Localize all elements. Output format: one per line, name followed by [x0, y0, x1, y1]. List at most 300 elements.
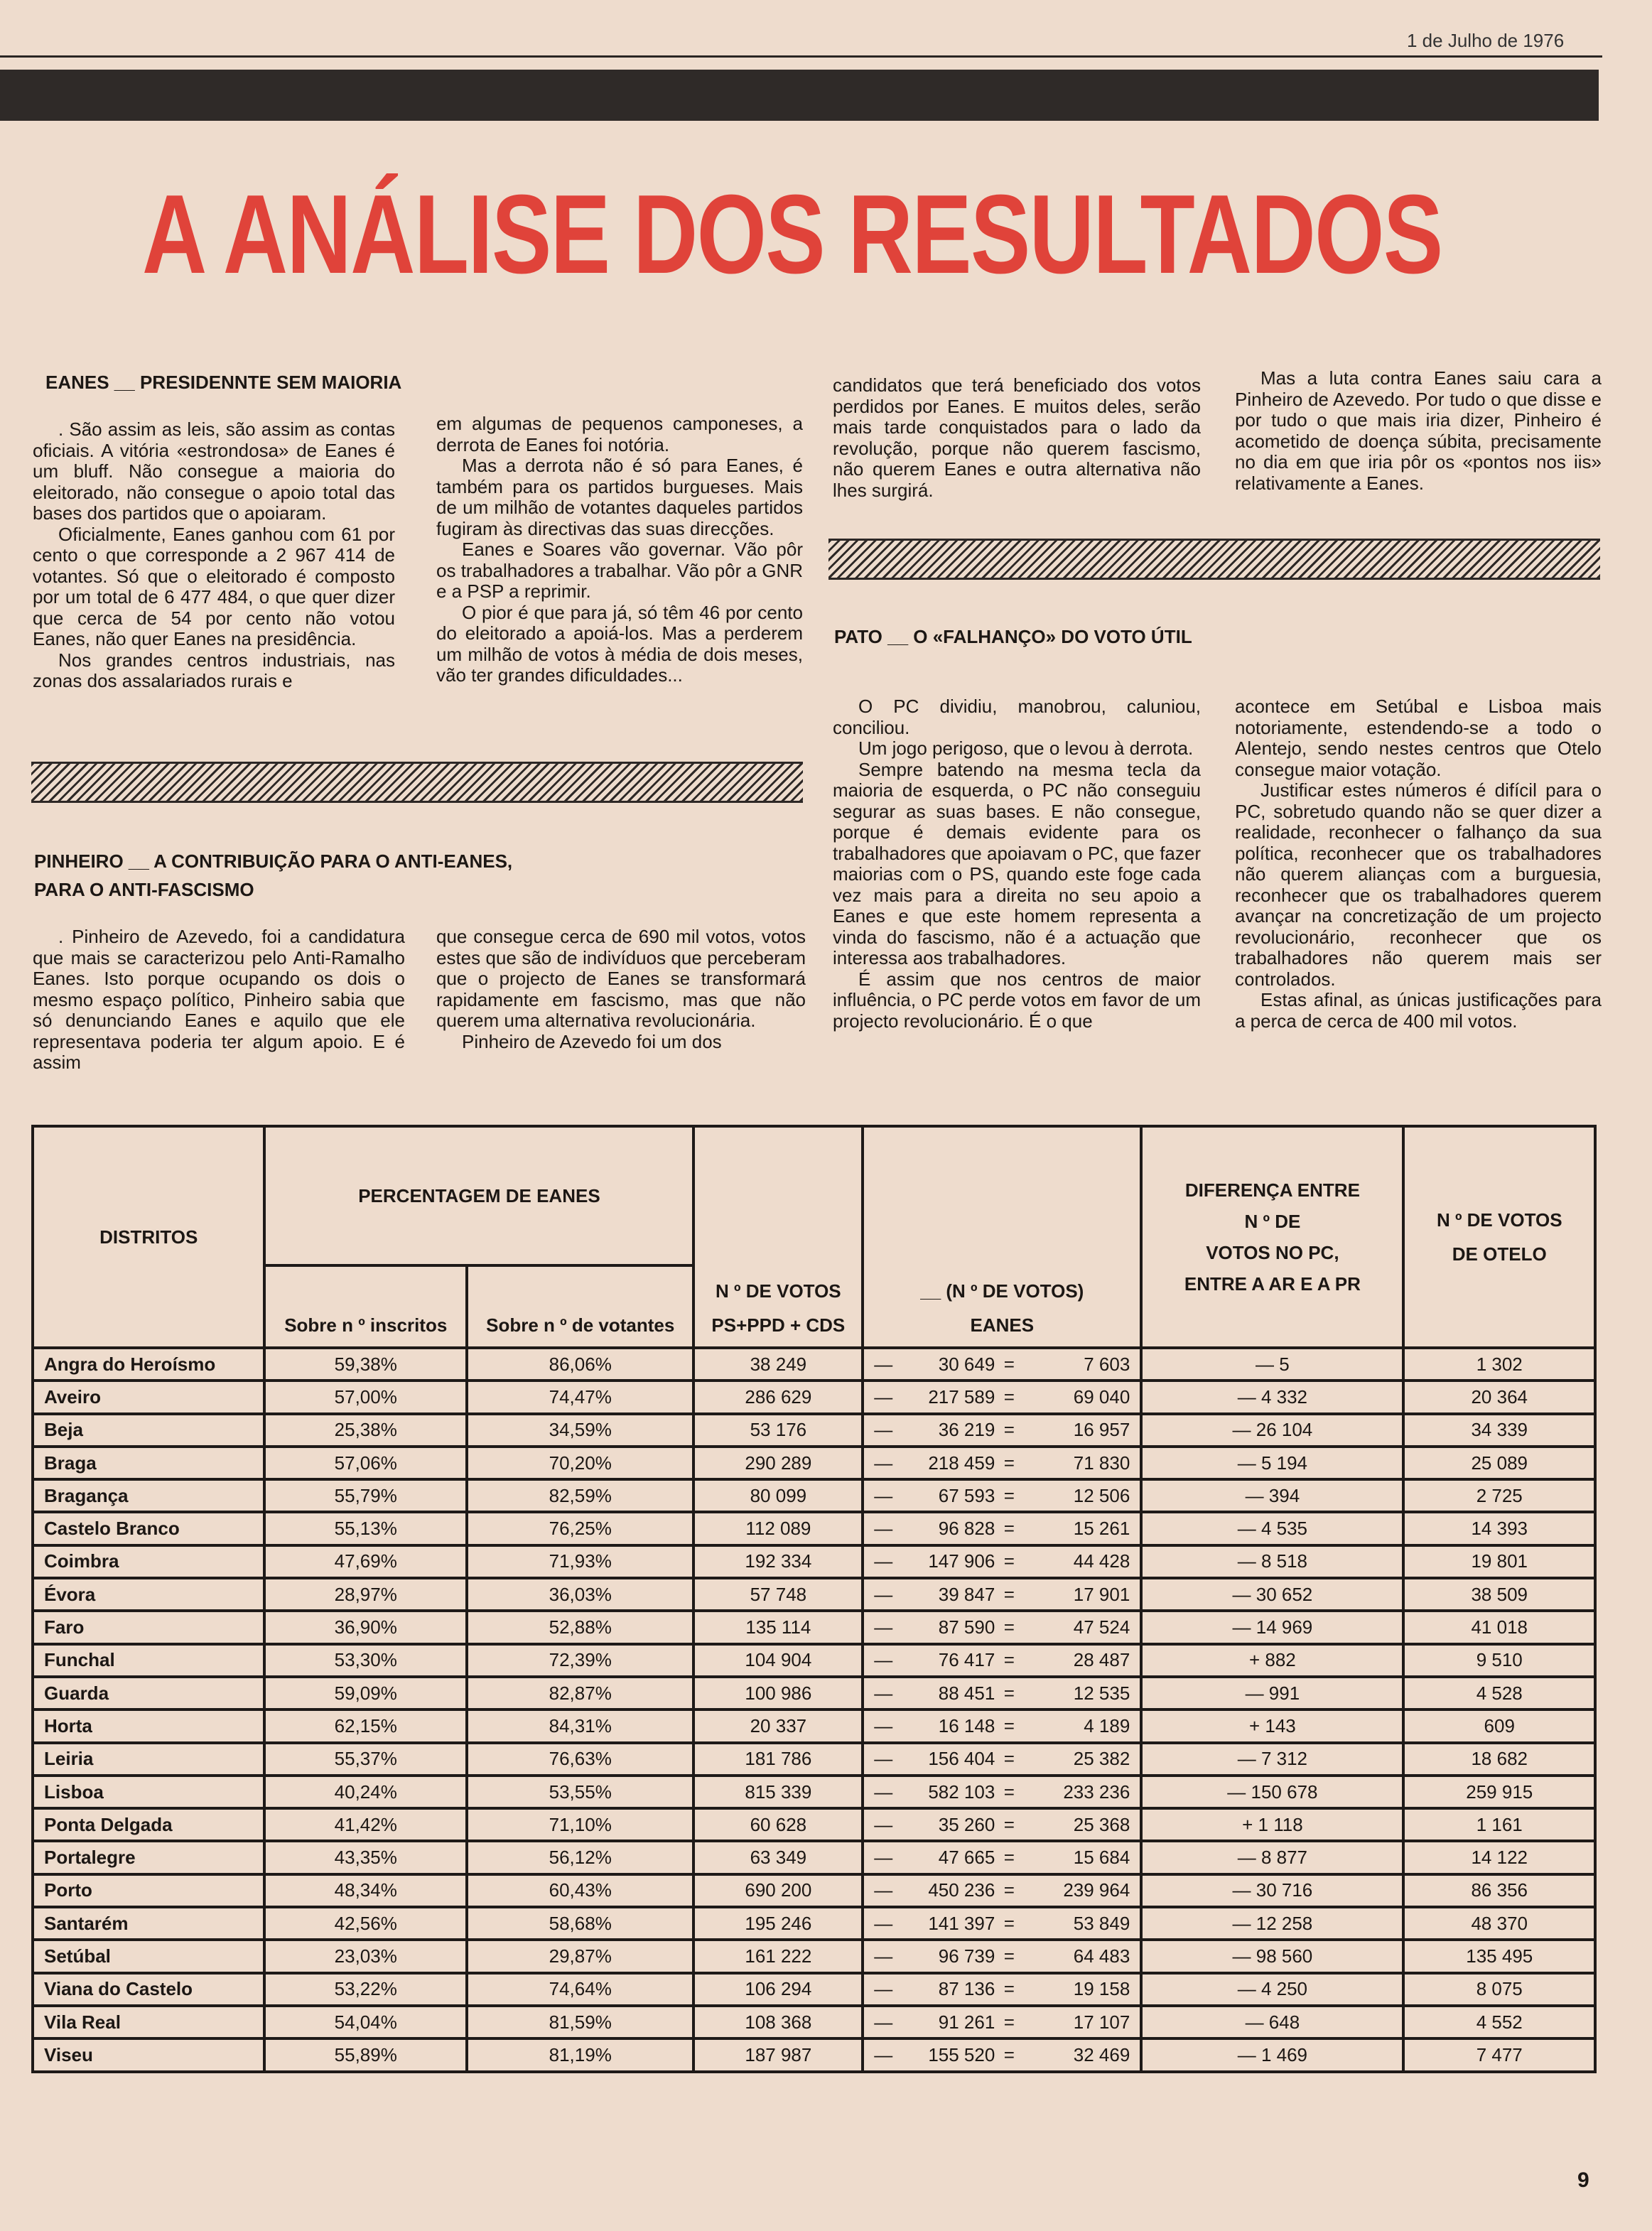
header-line: DE OTELO [1452, 1243, 1547, 1265]
cell-votos-otelo: 4 552 [1403, 2006, 1595, 2038]
cell-votos-otelo: 18 682 [1403, 1743, 1595, 1776]
eanes-votes: 12 506 [1073, 1484, 1130, 1506]
cell-votos-eanes [863, 1447, 1141, 1479]
cell-sobre-inscritos: 47,69% [264, 1545, 467, 1578]
table-row [33, 1874, 1595, 1907]
eanes-votes: 47 524 [1073, 1616, 1130, 1638]
eanes-column-2 [436, 414, 803, 686]
table-row [33, 1907, 1595, 1940]
table-row [33, 1973, 1595, 2006]
cell-votos-ps-ppd-cds: 60 628 [693, 1808, 863, 1841]
cell-distrito: Vila Real [33, 2006, 264, 2038]
cell-diferenca-pc: — 12 258 [1141, 1907, 1403, 1940]
equals-sign: = [1003, 1583, 1015, 1605]
section-heading-pato: PATO __ O «FALHANÇO» DO VOTO ÚTIL [834, 626, 1192, 647]
cell-distrito: Évora [33, 1578, 264, 1611]
minus-sign: — [874, 1518, 893, 1540]
minus-sign: — [874, 1484, 893, 1506]
header-diferenca-pc [1141, 1126, 1403, 1348]
cell-votos-ps-ppd-cds: 286 629 [693, 1381, 863, 1413]
eanes-votes: 64 483 [1073, 1945, 1130, 1967]
cell-votos-ps-ppd-cds: 106 294 [693, 1973, 863, 2006]
cell-votos-otelo: 20 364 [1403, 1381, 1595, 1413]
header-sobre-votantes: Sobre n º de votantes [467, 1265, 693, 1348]
paragraph: acontece em Setúbal e Lisboa mais notoriamente, estendendo-se a todo o Alentejo, sendo nestes centros que Otelo consegue maior votação. [1235, 696, 1602, 780]
paragraph: O PC dividiu, manobrou, caluniou, conciliou. [833, 696, 1201, 738]
cell-votos-eanes [863, 1709, 1141, 1742]
cell-votos-eanes [863, 1808, 1141, 1841]
header-line: DIFERENÇA ENTRE [1184, 1179, 1360, 1201]
header-line: ENTRE A AR E A PR [1184, 1273, 1361, 1295]
pato-column-1 [833, 696, 1201, 1032]
equals-sign: = [1003, 1978, 1015, 2000]
eanes-votes: 239 964 [1063, 1879, 1130, 1901]
minus-sign: — [874, 1714, 893, 1736]
table-row [33, 2006, 1595, 2038]
cell-votos-eanes [863, 1644, 1141, 1677]
eanes-votes: 16 957 [1073, 1419, 1130, 1441]
cell-distrito: Leiria [33, 1743, 264, 1776]
equals-sign: = [1003, 1550, 1015, 1572]
paragraph: É assim que nos centros de maior influência, o PC perde votos em favor de um projecto revolucionário. É o que [833, 968, 1201, 1032]
table-body [33, 1348, 1595, 2072]
subtracted-votes: 87 590 [938, 1616, 995, 1638]
minus-sign: — [874, 1583, 893, 1605]
table-row [33, 1578, 1595, 1611]
minus-sign: — [874, 1649, 893, 1671]
subtracted-votes: 141 397 [928, 1912, 995, 1934]
cell-distrito: Setúbal [33, 1940, 264, 1972]
cell-diferenca-pc: — 14 969 [1141, 1611, 1403, 1643]
header-percentagem: PERCENTAGEM DE EANES [264, 1126, 693, 1265]
cell-sobre-inscritos: 55,13% [264, 1512, 467, 1545]
cell-distrito: Guarda [33, 1677, 264, 1709]
cell-sobre-votantes: 84,31% [467, 1709, 693, 1742]
table-row [33, 1348, 1595, 1381]
cell-votos-otelo: 8 075 [1403, 1973, 1595, 2006]
table-row [33, 1381, 1595, 1413]
eanes-votes: 71 830 [1073, 1452, 1130, 1474]
cell-votos-eanes [863, 1479, 1141, 1512]
header-line: N º DE VOTOS [1436, 1209, 1562, 1231]
cell-votos-eanes [863, 1611, 1141, 1643]
equals-sign: = [1003, 1419, 1015, 1441]
equals-sign: = [1003, 1847, 1015, 1869]
cell-sobre-inscritos: 59,09% [264, 1677, 467, 1709]
subtracted-votes: 450 236 [928, 1879, 995, 1901]
cell-sobre-inscritos: 23,03% [264, 1940, 467, 1972]
page-headline: A ANÁLISE DOS RESULTADOS [142, 172, 1442, 297]
cell-votos-eanes [863, 2006, 1141, 2038]
cell-sobre-inscritos: 57,06% [264, 1447, 467, 1479]
cell-sobre-inscritos: 59,38% [264, 1348, 467, 1381]
cell-distrito: Portalegre [33, 1841, 264, 1874]
pinheiro-column-1 [33, 927, 405, 1074]
cell-distrito: Braga [33, 1447, 264, 1479]
cell-votos-ps-ppd-cds: 53 176 [693, 1414, 863, 1447]
results-table [31, 1125, 1597, 2073]
subtracted-votes: 30 649 [938, 1353, 995, 1375]
eanes-votes: 53 849 [1073, 1912, 1130, 1934]
cell-votos-ps-ppd-cds: 80 099 [693, 1479, 863, 1512]
eanes-votes: 15 261 [1073, 1518, 1130, 1540]
section-heading-eanes: EANES __ PRESIDENNTE SEM MAIORIA [45, 372, 402, 393]
cell-sobre-inscritos: 43,35% [264, 1841, 467, 1874]
minus-sign: — [874, 1847, 893, 1869]
subtracted-votes: 88 451 [938, 1682, 995, 1704]
cell-votos-eanes [863, 1743, 1141, 1776]
header-votos-eanes [863, 1126, 1141, 1348]
subtracted-votes: 76 417 [938, 1649, 995, 1671]
subtracted-votes: 96 828 [938, 1518, 995, 1540]
cell-sobre-votantes: 81,19% [467, 2038, 693, 2071]
cell-sobre-inscritos: 25,38% [264, 1414, 467, 1447]
cell-votos-ps-ppd-cds: 20 337 [693, 1709, 863, 1742]
table-row [33, 1808, 1595, 1841]
table-row [33, 1776, 1595, 1808]
eanes-votes: 19 158 [1073, 1978, 1130, 2000]
eanes-votes: 7 603 [1084, 1353, 1130, 1375]
cell-sobre-inscritos: 48,34% [264, 1874, 467, 1907]
subtracted-votes: 67 593 [938, 1484, 995, 1506]
equals-sign: = [1003, 1682, 1015, 1704]
subtracted-votes: 96 739 [938, 1945, 995, 1967]
cell-sobre-votantes: 52,88% [467, 1611, 693, 1643]
hatched-divider [828, 539, 1600, 580]
paragraph: em algumas de pequenos camponeses, a derrota de Eanes foi notória. [436, 413, 803, 455]
cell-votos-ps-ppd-cds: 187 987 [693, 2038, 863, 2071]
header-line: PS+PPD + CDS [711, 1314, 846, 1336]
cell-votos-otelo: 2 725 [1403, 1479, 1595, 1512]
header-line: __ (N º DE VOTOS) [920, 1280, 1084, 1302]
minus-sign: — [874, 1682, 893, 1704]
cell-diferenca-pc: — 648 [1141, 2006, 1403, 2038]
hatched-divider [31, 762, 803, 803]
cell-votos-otelo: 86 356 [1403, 1874, 1595, 1907]
cell-votos-ps-ppd-cds: 108 368 [693, 2006, 863, 2038]
header-line: EANES [970, 1314, 1035, 1336]
cell-votos-ps-ppd-cds: 112 089 [693, 1512, 863, 1545]
minus-sign: — [874, 1452, 893, 1474]
table-row [33, 1709, 1595, 1742]
cell-votos-eanes [863, 1907, 1141, 1940]
cell-sobre-votantes: 82,87% [467, 1677, 693, 1709]
cell-sobre-votantes: 74,47% [467, 1381, 693, 1413]
cell-distrito: Santarém [33, 1907, 264, 1940]
cell-diferenca-pc: + 143 [1141, 1709, 1403, 1742]
eanes-votes: 17 107 [1073, 2011, 1130, 2033]
cell-sobre-votantes: 74,64% [467, 1973, 693, 2006]
equals-sign: = [1003, 1879, 1015, 1901]
cell-sobre-votantes: 29,87% [467, 1940, 693, 1972]
subtracted-votes: 582 103 [928, 1781, 995, 1803]
page-number: 9 [1577, 2168, 1589, 2192]
header-line: N º DE VOTOS [716, 1280, 841, 1302]
paragraph: Nos grandes centros industriais, nas zonas dos assalariados rurais e [33, 649, 395, 691]
minus-sign: — [874, 1550, 893, 1572]
equals-sign: = [1003, 1813, 1015, 1835]
minus-sign: — [874, 1912, 893, 1934]
cell-votos-ps-ppd-cds: 690 200 [693, 1874, 863, 1907]
cell-sobre-votantes: 70,20% [467, 1447, 693, 1479]
cell-votos-eanes [863, 1578, 1141, 1611]
subtracted-votes: 147 906 [928, 1550, 995, 1572]
minus-sign: — [874, 2043, 893, 2065]
minus-sign: — [874, 1945, 893, 1967]
subtracted-votes: 155 520 [928, 2043, 995, 2065]
cell-distrito: Angra do Heroísmo [33, 1348, 264, 1381]
paragraph: candidatos que terá beneficiado dos votos perdidos por Eanes. E muitos deles, serão mais tarde conquistados para o lado da revolução, porque não querem fascismo, não querem Eanes e outra alternativa não lhes surgirá. [833, 374, 1201, 501]
cell-votos-ps-ppd-cds: 38 249 [693, 1348, 863, 1381]
equals-sign: = [1003, 1484, 1015, 1506]
cell-votos-eanes [863, 1940, 1141, 1972]
equals-sign: = [1003, 1912, 1015, 1934]
cell-sobre-inscritos: 55,79% [264, 1479, 467, 1512]
minus-sign: — [874, 1879, 893, 1901]
paragraph: Justificar estes números é difícil para o PC, sobretudo quando não se quer dizer a realidade, reconhecer o falhanço da sua política, reconhecer que os trabalhadores não querem alianças com a burguesia, reconhecer que os trabalhadores querem avançar na concretização de um projecto revolucionário, reconhecer que os trabalhadores não querem mais ser controlados. [1235, 779, 1602, 990]
top-rule [0, 55, 1602, 58]
equals-sign: = [1003, 1748, 1015, 1770]
cell-sobre-inscritos: 42,56% [264, 1907, 467, 1940]
cell-votos-ps-ppd-cds: 63 349 [693, 1841, 863, 1874]
eanes-votes: 25 368 [1073, 1813, 1130, 1835]
cell-diferenca-pc: — 5 194 [1141, 1447, 1403, 1479]
cell-sobre-inscritos: 53,30% [264, 1644, 467, 1677]
table-row [33, 1545, 1595, 1578]
subtracted-votes: 39 847 [938, 1583, 995, 1605]
header-sobre-inscritos: Sobre n º inscritos [264, 1265, 467, 1348]
cell-votos-otelo: 38 509 [1403, 1578, 1595, 1611]
header-band [0, 70, 1599, 121]
cell-votos-otelo: 4 528 [1403, 1677, 1595, 1709]
minus-sign: — [874, 1616, 893, 1638]
cell-votos-ps-ppd-cds: 104 904 [693, 1644, 863, 1677]
cell-sobre-inscritos: 28,97% [264, 1578, 467, 1611]
eanes-votes: 28 487 [1073, 1649, 1130, 1671]
cell-diferenca-pc: — 30 716 [1141, 1874, 1403, 1907]
cell-diferenca-pc: — 394 [1141, 1479, 1403, 1512]
cell-sobre-votantes: 86,06% [467, 1348, 693, 1381]
cell-sobre-votantes: 58,68% [467, 1907, 693, 1940]
cell-distrito: Lisboa [33, 1776, 264, 1808]
cell-distrito: Viseu [33, 2038, 264, 2071]
cell-votos-ps-ppd-cds: 192 334 [693, 1545, 863, 1578]
minus-sign: — [874, 1748, 893, 1770]
cell-diferenca-pc: — 98 560 [1141, 1940, 1403, 1972]
equals-sign: = [1003, 1616, 1015, 1638]
cell-sobre-inscritos: 57,00% [264, 1381, 467, 1413]
subtracted-votes: 36 219 [938, 1419, 995, 1441]
cell-votos-ps-ppd-cds: 57 748 [693, 1578, 863, 1611]
equals-sign: = [1003, 1385, 1015, 1408]
cell-votos-otelo: 34 339 [1403, 1414, 1595, 1447]
cell-distrito: Porto [33, 1874, 264, 1907]
table-row [33, 1414, 1595, 1447]
cell-votos-otelo: 9 510 [1403, 1644, 1595, 1677]
cell-sobre-votantes: 60,43% [467, 1874, 693, 1907]
cell-sobre-votantes: 36,03% [467, 1578, 693, 1611]
cell-sobre-inscritos: 40,24% [264, 1776, 467, 1808]
cell-diferenca-pc: — 5 [1141, 1348, 1403, 1381]
cell-votos-eanes [863, 1545, 1141, 1578]
cell-diferenca-pc: — 991 [1141, 1677, 1403, 1709]
eanes-votes: 17 901 [1073, 1583, 1130, 1605]
eanes-votes: 69 040 [1073, 1385, 1130, 1408]
cell-sobre-inscritos: 55,89% [264, 2038, 467, 2071]
cell-sobre-votantes: 71,93% [467, 1545, 693, 1578]
equals-sign: = [1003, 1452, 1015, 1474]
cell-votos-otelo: 1 161 [1403, 1808, 1595, 1841]
cell-votos-otelo: 259 915 [1403, 1776, 1595, 1808]
cell-votos-eanes [863, 1973, 1141, 2006]
paragraph: Mas a luta contra Eanes saiu cara a Pinheiro de Azevedo. Por tudo o que disse e por tudo o que mais iria dizer, Pinheiro é acometido de doença súbita, precisamente no dia em que iria pôr os «pontos nos iis» relativamente a Eanes. [1235, 367, 1602, 494]
table-row [33, 1512, 1595, 1545]
right-column-top-2 [1235, 368, 1602, 494]
paragraph: Estas afinal, as únicas justificações para a perca de cerca de 400 mil votos. [1235, 989, 1602, 1032]
cell-votos-otelo: 19 801 [1403, 1545, 1595, 1578]
cell-diferenca-pc: + 1 118 [1141, 1808, 1403, 1841]
cell-sobre-inscritos: 36,90% [264, 1611, 467, 1643]
paragraph: Um jogo perigoso, que o levou à derrota. [858, 738, 1194, 759]
subtracted-votes: 91 261 [938, 2011, 995, 2033]
pinheiro-column-2 [436, 927, 806, 1052]
table-row [33, 1743, 1595, 1776]
paragraph: Mas a derrota não é só para Eanes, é também para os partidos burgueses. Mais de um milhão de votantes daqueles partidos fugiram às directivas das suas direcções. [436, 455, 803, 539]
cell-votos-otelo: 25 089 [1403, 1447, 1595, 1479]
cell-sobre-inscritos: 53,22% [264, 1973, 467, 2006]
cell-distrito: Beja [33, 1414, 264, 1447]
cell-diferenca-pc: — 30 652 [1141, 1578, 1403, 1611]
header-line: VOTOS NO PC, [1206, 1242, 1339, 1263]
minus-sign: — [874, 1385, 893, 1408]
cell-votos-ps-ppd-cds: 181 786 [693, 1743, 863, 1776]
paragraph: Eanes e Soares vão governar. Vão pôr os trabalhadores a trabalhar. Vão pôr a GNR e a PSP a reprimir. [436, 539, 803, 602]
cell-votos-ps-ppd-cds: 161 222 [693, 1940, 863, 1972]
cell-diferenca-pc: — 8 518 [1141, 1545, 1403, 1578]
cell-diferenca-pc: — 150 678 [1141, 1776, 1403, 1808]
cell-diferenca-pc: — 26 104 [1141, 1414, 1403, 1447]
cell-sobre-votantes: 56,12% [467, 1841, 693, 1874]
subtracted-votes: 35 260 [938, 1813, 995, 1835]
cell-distrito: Castelo Branco [33, 1512, 264, 1545]
heading-line: PINHEIRO __ A CONTRIBUIÇÃO PARA O ANTI-EANES, [34, 850, 513, 872]
eanes-votes: 44 428 [1073, 1550, 1130, 1572]
equals-sign: = [1003, 1353, 1015, 1375]
minus-sign: — [874, 1813, 893, 1835]
table-row [33, 1940, 1595, 1972]
subtracted-votes: 16 148 [938, 1714, 995, 1736]
cell-sobre-votantes: 76,63% [467, 1743, 693, 1776]
paragraph: Sempre batendo na mesma tecla da maioria de esquerda, o PC não conseguiu segurar as suas bases. E não consegue, porque é demais evidente para os trabalhadores que apoiavam o PC, que fazer maiorias com o PS, quando este foge cada vez mais para a direita no seu apoio a Eanes e que este homem representa a vinda do fascismo, não é a actuação que interessa aos trabalhadores. [833, 758, 1201, 968]
cell-votos-eanes [863, 1776, 1141, 1808]
eanes-votes: 12 535 [1073, 1682, 1130, 1704]
cell-distrito: Bragança [33, 1479, 264, 1512]
eanes-votes: 233 236 [1063, 1781, 1130, 1803]
subtracted-votes: 218 459 [928, 1452, 995, 1474]
cell-diferenca-pc: — 4 332 [1141, 1381, 1403, 1413]
minus-sign: — [874, 1781, 893, 1803]
cell-diferenca-pc: — 4 535 [1141, 1512, 1403, 1545]
heading-line: PARA O ANTI-FASCISMO [34, 879, 254, 900]
table-row [33, 1677, 1595, 1709]
cell-votos-eanes [863, 1348, 1141, 1381]
cell-votos-eanes [863, 1841, 1141, 1874]
cell-votos-eanes [863, 1381, 1141, 1413]
header-votos-otelo [1403, 1126, 1595, 1348]
cell-distrito: Ponta Delgada [33, 1808, 264, 1841]
cell-diferenca-pc: — 4 250 [1141, 1973, 1403, 2006]
cell-diferenca-pc: — 7 312 [1141, 1743, 1403, 1776]
minus-sign: — [874, 2011, 893, 2033]
equals-sign: = [1003, 1714, 1015, 1736]
equals-sign: = [1003, 2043, 1015, 2065]
pato-column-2 [1235, 696, 1602, 1032]
eanes-column-1 [33, 419, 395, 692]
cell-diferenca-pc: + 882 [1141, 1644, 1403, 1677]
cell-sobre-inscritos: 54,04% [264, 2006, 467, 2038]
cell-votos-ps-ppd-cds: 135 114 [693, 1611, 863, 1643]
cell-sobre-votantes: 82,59% [467, 1479, 693, 1512]
cell-votos-ps-ppd-cds: 100 986 [693, 1677, 863, 1709]
cell-distrito: Horta [33, 1709, 264, 1742]
equals-sign: = [1003, 1781, 1015, 1803]
minus-sign: — [874, 1353, 893, 1375]
paragraph: que consegue cerca de 690 mil votos, votos estes que são de indivíduos que perceberam que o projecto de Eanes se transformará rapidamente em fascismo, mas que não querem uma alternativa revolucionária. [436, 926, 806, 1031]
cell-votos-otelo: 48 370 [1403, 1907, 1595, 1940]
equals-sign: = [1003, 1518, 1015, 1540]
header-line: N º DE [1244, 1211, 1301, 1232]
cell-votos-otelo: 7 477 [1403, 2038, 1595, 2071]
cell-sobre-inscritos: 62,15% [264, 1709, 467, 1742]
page-date: 1 de Julho de 1976 [1407, 30, 1565, 51]
cell-votos-otelo: 14 393 [1403, 1512, 1595, 1545]
table-row [33, 1644, 1595, 1677]
cell-votos-otelo: 14 122 [1403, 1841, 1595, 1874]
cell-votos-eanes [863, 1414, 1141, 1447]
cell-votos-eanes [863, 1874, 1141, 1907]
cell-sobre-inscritos: 55,37% [264, 1743, 467, 1776]
header-votos-ps-ppd-cds [693, 1126, 863, 1348]
cell-sobre-votantes: 34,59% [467, 1414, 693, 1447]
table-row [33, 1447, 1595, 1479]
paragraph: . São assim as leis, são assim as contas oficiais. A vitória «estrondosa» de Eanes é um bluff. Não consegue a maioria do eleitorado, não consegue o apoio total das bases dos partidos que o apoiaram. [33, 418, 395, 524]
subtracted-votes: 217 589 [928, 1385, 995, 1408]
cell-votos-otelo: 609 [1403, 1709, 1595, 1742]
table-row [33, 1841, 1595, 1874]
cell-votos-otelo: 135 495 [1403, 1940, 1595, 1972]
cell-votos-eanes [863, 2038, 1141, 2071]
right-column-top-1 [833, 375, 1201, 501]
cell-sobre-votantes: 76,25% [467, 1512, 693, 1545]
paragraph: . Pinheiro de Azevedo, foi a candidatura que mais se caracterizou pelo Anti-Ramalho Eanes. Isto porque ocupando os dois o mesmo espaço político, Pinheiro sabia que só denunciando Eanes e aquilo que ele representava poderia ter algum apoio. E é assim [33, 926, 405, 1073]
cell-sobre-votantes: 72,39% [467, 1644, 693, 1677]
cell-diferenca-pc: — 8 877 [1141, 1841, 1403, 1874]
cell-distrito: Funchal [33, 1644, 264, 1677]
cell-votos-ps-ppd-cds: 195 246 [693, 1907, 863, 1940]
paragraph: Oficialmente, Eanes ganhou com 61 por cento o que corresponde a 2 967 414 de votantes. Só que o eleitorado é composto por um total de 6 477 484, o que quer dizer que cerca de 54 por cento não votou Eanes, não quer Eanes na presidência. [33, 523, 395, 649]
cell-distrito: Faro [33, 1611, 264, 1643]
table-row [33, 1611, 1595, 1643]
header-distritos: DISTRITOS [33, 1126, 264, 1348]
cell-distrito: Viana do Castelo [33, 1973, 264, 2006]
cell-sobre-votantes: 81,59% [467, 2006, 693, 2038]
minus-sign: — [874, 1978, 893, 2000]
table-row [33, 2038, 1595, 2071]
eanes-votes: 25 382 [1073, 1748, 1130, 1770]
cell-diferenca-pc: — 1 469 [1141, 2038, 1403, 2071]
equals-sign: = [1003, 1945, 1015, 1967]
subtracted-votes: 156 404 [928, 1748, 995, 1770]
